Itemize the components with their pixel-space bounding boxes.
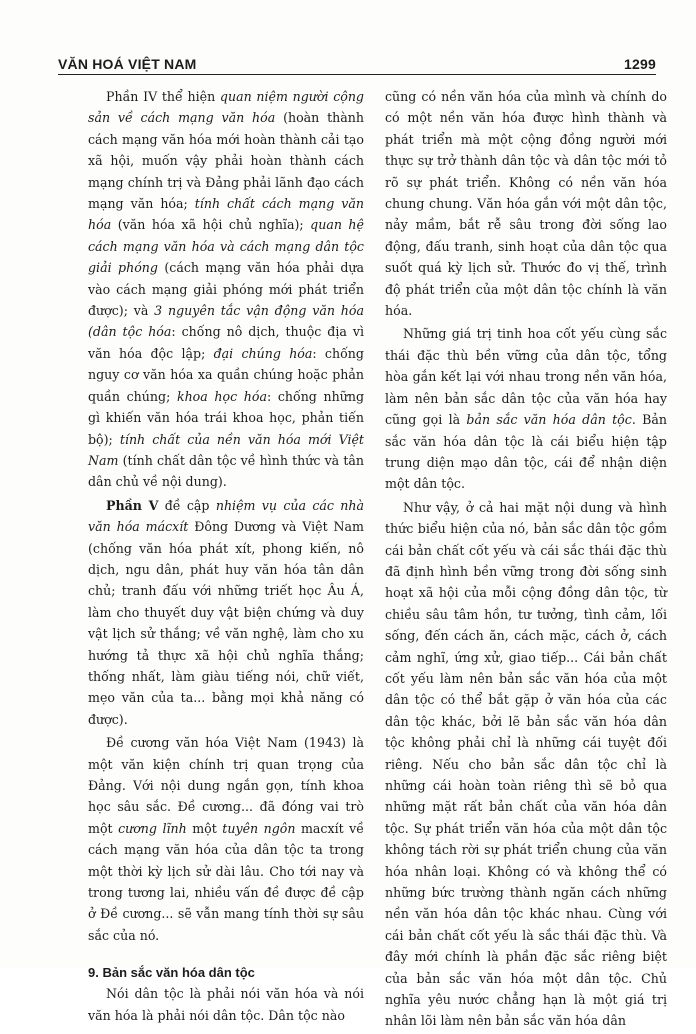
text-run: Đề cương văn hóa Việt Nam (1943) là một văn kiện chính trị quan trọng của Đảng. Với nội dung ngắn gọn, tính khoa học sâu sắc. Đề cương... đã đóng vai trò một bbox=[88, 735, 364, 836]
text-run: (cách mạng văn hóa phải dựa vào cách mạng giải phóng mới phát triển được); và bbox=[88, 260, 364, 319]
left-column bbox=[88, 86, 364, 1028]
text-run: : chống nô dịch, thuộc địa vì văn hóa độc lập; bbox=[88, 324, 365, 361]
paragraph-part-v bbox=[88, 495, 364, 730]
italic-term: nhiệm vụ của các nhà văn hóa mácxít bbox=[88, 497, 364, 535]
paragraph-tinh-hoa bbox=[385, 323, 667, 494]
text-run: : chống những gì khiến văn hóa trái khoa học, phản tiến bộ); bbox=[88, 388, 364, 447]
paragraph-part-iv bbox=[88, 86, 364, 493]
italic-term: tuyên ngôn bbox=[222, 820, 296, 836]
text-run: (hoàn thành cách mạng văn hóa mới hoàn thành cải tạo xã hội, muốn vậy phải hoàn thành cách mạng chính trị và Đảng phải lãnh đạo cách mạng văn hóa; bbox=[88, 110, 365, 212]
bold-term: Phần V bbox=[106, 497, 159, 513]
header-rule bbox=[58, 74, 656, 75]
italic-term: tính chất cách mạng văn hóa bbox=[88, 196, 364, 233]
text-run: . Bản sắc văn hóa dân tộc là cái biểu hiện tập trung diện mạo dân tộc, cái để nhận diện một dân tộc. bbox=[385, 412, 667, 492]
italic-term: cương lĩnh bbox=[118, 820, 187, 836]
italic-term: khoa học hóa bbox=[176, 388, 267, 404]
italic-term: bản sắc văn hóa dân tộc bbox=[466, 412, 632, 428]
paragraph-dan-toc: Nói dân tộc là phải nói văn hóa và nói văn hóa là phải nói dân tộc. Dân tộc nào bbox=[88, 986, 364, 1023]
text-run: Phần IV thể hiện bbox=[106, 89, 220, 104]
text-run: (văn hóa xã hội chủ nghĩa); bbox=[111, 217, 311, 233]
running-title: VĂN HOÁ VIỆT NAM bbox=[58, 56, 197, 72]
italic-term: quan hệ cách mạng văn hóa và cách mạng dân tộc giải phóng bbox=[88, 217, 364, 276]
running-header bbox=[58, 50, 656, 72]
text-run: Đông Dương và Việt Nam (chống văn hóa phát xít, phong kiến, nô dịch, ngu dân, phát huy văn hóa tân dân chủ; tranh đấu với những triết học Âu Á, làm cho thuyết duy vật biện chứng và duy vật lịch sử thắng; về văn nghệ, làm cho xu hướng tả thực xã hội chủ nghĩa thắng; thống nhất, làm giàu tiếng nói, chữ viết, mẹo văn của ta... bằng mọi khả năng có được). bbox=[88, 519, 365, 727]
text-run: macxít về cách mạng văn hóa của dân tộc ta trong một thời kỳ lịch sử dài lâu. Cho tới nay và trong tương lai, nhiều vấn đề được đề cập ở Đề cương... sẽ vẫn mang tính thời sự sâu sắc của nó. bbox=[88, 820, 364, 943]
italic-term: tính chất của nền văn hóa mới Việt Nam bbox=[88, 431, 364, 468]
text-run: một bbox=[186, 820, 223, 836]
text-run: Những giá trị tinh hoa cốt yếu cùng sắc thái đặc thù bền vững của dân tộc, tổng hòa gắn kết lại với nhau trong nền văn hóa, làm nên bản sắc dân tộc của văn hóa hay cũng gọi là bbox=[385, 326, 667, 428]
italic-term: quan niệm người cộng sản về cách mạng văn hóa bbox=[88, 89, 364, 126]
paragraph-continued: cũng có nền văn hóa của mình và chính do có một nền văn hóa được hình thành và phát triển mà một cộng đồng người mới thực sự trở thành dân tộc và dân tộc mới tỏ rõ sự phát triển. Không có nền văn hóa chung chung. Văn hóa gắn với một dân tộc, nảy mầm, bắt rễ sâu trong đời sống lao động, đấu tranh, sinh hoạt của dân tộc qua suốt quá kỳ lịch sử. Thước đo vị thế, trình độ phát triển của một dân tộc chính là văn hóa. bbox=[385, 89, 667, 319]
section-heading: 9. Bản sắc văn hóa dân tộc bbox=[88, 965, 255, 981]
paragraph-de-cuong bbox=[88, 732, 364, 946]
page-number: 1299 bbox=[624, 56, 656, 72]
italic-term: 3 nguyên tắc vận động văn hóa (dân tộc hóa bbox=[88, 303, 364, 340]
text-run: (tính chất dân tộc về hình thức và tân dân chủ về nội dung). bbox=[88, 452, 364, 490]
text-run: đề cập bbox=[158, 497, 216, 513]
italic-term: đại chúng hóa bbox=[213, 345, 313, 361]
text-run: : chống nguy cơ văn hóa xa quần chúng hoặc phản quần chúng; bbox=[88, 345, 364, 404]
paragraph-nhu-vay: Như vậy, ở cả hai mặt nội dung và hình thức biểu hiện của nó, bản sắc dân tộc gồm cái bản chất cốt yếu và cái sắc thái đặc thù đã định hình bền vững trong đời sống sinh hoạt xã hội của mỗi cộng đồng dân tộc, từ chiều sâu tâm hồn, tư tưởng, tình cảm, lối sống, đến cách ăn, cách mặc, cách ở, cách cảm nghĩ, ứng xử, giao tiếp... Cái bản chất cốt yếu làm nên bản sắc văn hóa của một dân tộc có thể bắt gặp ở văn hóa của các dân tộc khác, bởi lẽ bản sắc văn hóa dân tộc không phải chỉ là những cái tuyệt đối riêng. Nếu cho bản sắc dân tộc chỉ là những cái hoàn toàn riêng thì sẽ bỏ qua những mặt rất bản chất của văn hóa dân tộc. Sự phát triển văn hóa của một dân tộc không tách rời sự phát triển chung của văn hóa nhân loại. Không có và không thể có những bức trường thành ngăn cách những nền văn hóa dân tộc khác nhau. Cùng với cái bản chất cốt yếu là sắc thái đặc thù. Và đây mới chính là phần đặc sắc riêng biệt của bản sắc văn hóa một dân tộc. Chủ nghĩa yêu nước chẳng hạn là một giá trị nhân lõi làm nên bản sắc văn hóa dân bbox=[385, 499, 667, 1029]
right-column bbox=[385, 86, 667, 1034]
